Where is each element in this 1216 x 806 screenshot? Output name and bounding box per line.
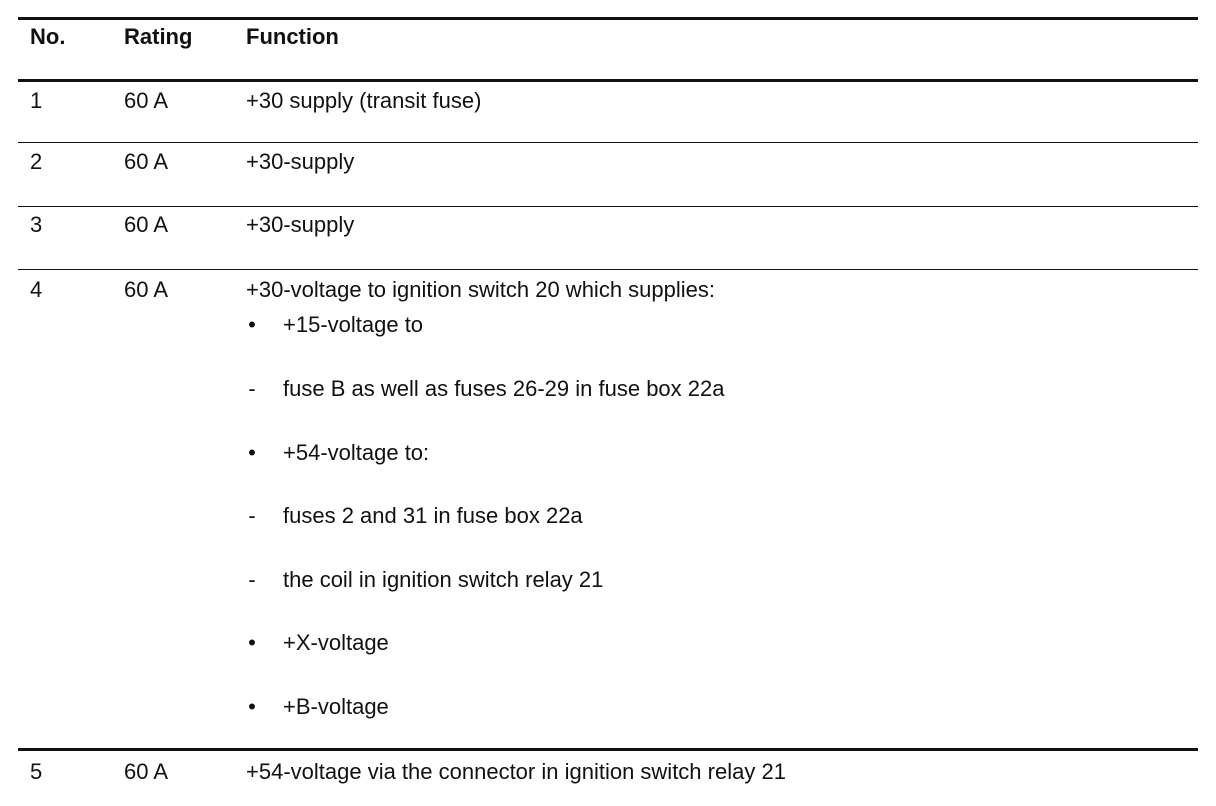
list-item: +X-voltage: [283, 630, 389, 655]
column-header-rating: Rating: [124, 24, 193, 49]
column-header-function: Function: [246, 24, 339, 49]
row-5-rating: 60 A: [124, 759, 169, 784]
header-bottom-rule: [18, 79, 1198, 82]
list-item: +54-voltage to:: [283, 440, 430, 465]
row-5-no: 5: [30, 759, 43, 784]
bullet-marker: •: [248, 630, 256, 655]
row-divider: [18, 142, 1198, 143]
dash-marker: -: [248, 376, 256, 401]
list-item: the coil in ignition switch relay 21: [283, 567, 604, 592]
row-1-function: +30 supply (transit fuse): [246, 88, 482, 113]
row-divider: [18, 206, 1198, 207]
list-item: fuse B as well as fuses 26-29 in fuse box 22a: [283, 376, 725, 401]
row-3-no: 3: [30, 212, 43, 237]
bullet-marker: •: [248, 440, 256, 465]
dash-marker: -: [248, 503, 256, 528]
table-top-rule: [18, 17, 1198, 20]
bullet-marker: •: [248, 694, 256, 719]
row-5-function: +54-voltage via the connector in ignition switch relay 21: [246, 759, 786, 784]
row-1-rating: 60 A: [124, 88, 169, 113]
list-item: +15-voltage to: [283, 312, 424, 337]
row-1-no: 1: [30, 88, 43, 113]
row-4-no: 4: [30, 277, 43, 302]
row-3-function: +30-supply: [246, 212, 355, 237]
column-header-no: No.: [30, 24, 66, 49]
row-2-function: +30-supply: [246, 149, 355, 174]
row-3-rating: 60 A: [124, 212, 169, 237]
bullet-marker: •: [248, 312, 256, 337]
row-2-rating: 60 A: [124, 149, 169, 174]
list-item: +B-voltage: [283, 694, 389, 719]
dash-marker: -: [248, 567, 256, 592]
list-item: fuses 2 and 31 in fuse box 22a: [283, 503, 583, 528]
row-4-rating: 60 A: [124, 277, 169, 302]
row-divider: [18, 748, 1198, 751]
row-4-function: +30-voltage to ignition switch 20 which supplies:: [246, 277, 715, 302]
row-divider: [18, 269, 1198, 270]
row-2-no: 2: [30, 149, 43, 174]
